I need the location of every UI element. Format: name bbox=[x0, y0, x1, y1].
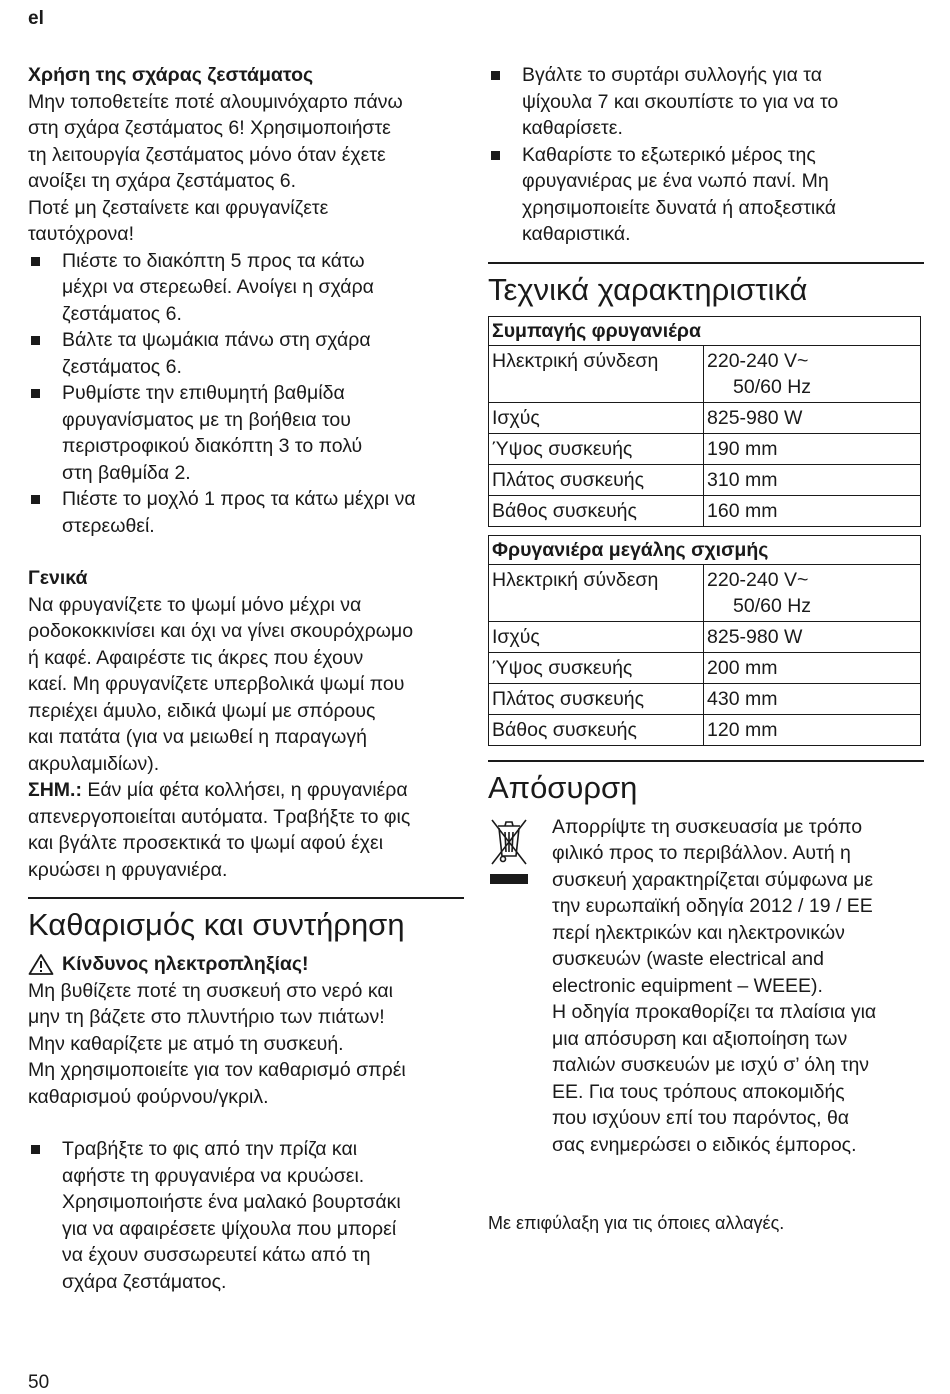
spec-label: Ύψος συσκευής bbox=[489, 433, 704, 464]
cleaning-steps-continued bbox=[488, 62, 924, 248]
text-line: φρυγανιέρας με ένα νωπό πανί. Μη bbox=[522, 170, 829, 192]
warning-title: Κίνδυνος ηλεκτροπληξίας! bbox=[62, 953, 309, 975]
table-row bbox=[489, 495, 921, 526]
language-code: el bbox=[28, 8, 44, 29]
text-line: που ισχύουν επί του παρόντος, θα bbox=[552, 1107, 850, 1129]
text-line: φρυγανίσματος με τη βοήθεια του bbox=[62, 408, 351, 431]
list-item bbox=[28, 248, 464, 328]
table-row bbox=[489, 433, 921, 464]
text-line: τη λειτουργία ζεστάματος μόνο όταν έχετε bbox=[28, 143, 386, 166]
spec-value-line: 50/60 Hz bbox=[733, 594, 812, 617]
table-row bbox=[489, 464, 921, 495]
text-line: και πατάτα (για να μειωθεί η παραγωγή bbox=[28, 726, 367, 748]
text-line: Βγάλτε το συρτάρι συλλογής για τα bbox=[522, 64, 822, 86]
list-item bbox=[28, 1136, 464, 1295]
spec-value: 825-980 W bbox=[704, 402, 921, 433]
spec-value: 200 mm bbox=[704, 652, 921, 683]
text-line: να έχουν συσσωρευτεί κάτω από τη bbox=[62, 1244, 371, 1266]
text-line: καθαριστικά. bbox=[522, 223, 631, 245]
text-line: Μη χρησιμοποιείτε για τον καθαρισμό σπρέι bbox=[28, 1059, 406, 1081]
text-line: αφήστε τη φρυγανιέρα να κρυώσει. bbox=[62, 1164, 365, 1187]
list-item bbox=[488, 142, 924, 248]
disposal-text bbox=[552, 814, 876, 1159]
list-item bbox=[28, 486, 464, 539]
note-label: ΣΗΜ.: bbox=[28, 779, 82, 801]
bullet-square-icon bbox=[31, 1145, 40, 1154]
text-line: καεί. Μη φρυγανίζετε υπερβολικά ψωμί που bbox=[28, 673, 405, 695]
disposal-icon-wrap bbox=[488, 814, 552, 1159]
text-line: ανοίξει τη σχάρα ζεστάματος 6. bbox=[28, 170, 297, 192]
text-line: electronic equipment – WEEE). bbox=[552, 974, 823, 997]
crossed-out-wheelie-bin-icon bbox=[488, 814, 530, 888]
table-heading: Φρυγανιέρα μεγάλης σχισμής bbox=[489, 535, 921, 564]
text-line: για να αφαιρέσετε ψίχουλα που μπορεί bbox=[62, 1217, 397, 1240]
warming-rack-intro bbox=[28, 89, 464, 248]
bullet-square-icon bbox=[31, 336, 40, 345]
page-number: 50 bbox=[28, 1372, 50, 1393]
text-line: Καθαρίστε το εξωτερικό μέρος της bbox=[522, 143, 816, 166]
bullet-square-icon bbox=[31, 495, 40, 504]
table-header-row bbox=[489, 316, 921, 345]
specs-table-compact bbox=[488, 316, 921, 527]
text-line: περιστροφικού διακόπτη 3 το πολύ bbox=[62, 435, 363, 457]
text-line: Πιέστε το διακόπτη 5 προς τα κάτω bbox=[62, 249, 365, 272]
text-line: Μη βυθίζετε ποτέ τη συσκευή στο νερό και bbox=[28, 979, 393, 1002]
text-line: στερεωθεί. bbox=[62, 514, 155, 537]
text-line: Μην καθαρίζετε με ατμό τη συσκευή. bbox=[28, 1032, 344, 1055]
text-line: την ευρωπαϊκή οδηγία 2012 / 19 / ΕΕ bbox=[552, 895, 873, 917]
text-line: Απορρίψτε τη συσκευασία με τρόπο bbox=[552, 815, 863, 838]
text-line: συσκευών (waste electrical and bbox=[552, 948, 824, 970]
spec-label: Πλάτος συσκευής bbox=[489, 464, 704, 495]
table-row bbox=[489, 621, 921, 652]
spec-label: Ύψος συσκευής bbox=[489, 652, 704, 683]
spec-value: 160 mm bbox=[704, 495, 921, 526]
table-row bbox=[489, 345, 921, 402]
text-line: κρυώσει η φρυγανιέρα. bbox=[28, 858, 228, 881]
disposal-title: Απόσυρση bbox=[488, 760, 924, 808]
text-line: Χρησιμοποιήστε ένα μαλακό βουρτσάκι bbox=[62, 1191, 401, 1213]
specs-table-long-slot bbox=[488, 535, 921, 746]
warming-rack-steps bbox=[28, 248, 464, 540]
table-row bbox=[489, 564, 921, 621]
right-column bbox=[488, 62, 924, 1237]
text-line: απενεργοποιείται αυτόματα. Τραβήξτε το φις bbox=[28, 805, 411, 828]
text-line: ζεστάματος 6. bbox=[62, 355, 182, 378]
bullet-square-icon bbox=[491, 71, 500, 80]
text-line: συσκευή χαρακτηρίζεται σύμφωνα με bbox=[552, 868, 874, 891]
text-line: στη βαθμίδα 2. bbox=[62, 461, 191, 484]
spec-label: Ισχύς bbox=[489, 402, 704, 433]
text-line: ή καφέ. Αφαιρέστε τις άκρες που έχουν bbox=[28, 646, 364, 669]
note-text: Εάν μία φέτα κολλήσει, η φρυγανιέρα bbox=[81, 779, 408, 801]
table-header-row bbox=[489, 535, 921, 564]
spec-value bbox=[704, 564, 921, 621]
spec-label: Πλάτος συσκευής bbox=[489, 683, 704, 714]
text-line: περί ηλεκτρικών και ηλεκτρονικών bbox=[552, 921, 845, 944]
list-item bbox=[488, 62, 924, 142]
text-line: Πιέστε το μοχλό 1 προς τα κάτω μέχρι να bbox=[62, 488, 416, 510]
table-row bbox=[489, 402, 921, 433]
spec-value-line: 50/60 Hz bbox=[733, 375, 812, 398]
text-line: περιέχει άμυλο, ειδικά ψωμί με σπόρους bbox=[28, 699, 376, 722]
text-line: ψίχουλα 7 και σκουπίστε το για να το bbox=[522, 90, 839, 113]
spec-label: Βάθος συσκευής bbox=[489, 714, 704, 745]
spec-label: Ηλεκτρική σύνδεση bbox=[489, 345, 704, 402]
text-line: καθαρισμού φούρνου/γκριλ. bbox=[28, 1085, 269, 1108]
spec-value-line: 220-240 V~ bbox=[707, 568, 809, 591]
text-line: μέχρι να στερεωθεί. Ανοίγει η σχάρα bbox=[62, 276, 374, 298]
bullet-square-icon bbox=[31, 389, 40, 398]
spec-value: 310 mm bbox=[704, 464, 921, 495]
text-line: ροδοκοκκινίσει και όχι να γίνει σκουρόχρωμο bbox=[28, 620, 414, 642]
table-row bbox=[489, 714, 921, 745]
text-line: χρησιμοποιείτε δυνατά ή αποξεστικά bbox=[522, 196, 837, 219]
list-item bbox=[28, 380, 464, 486]
text-line: φιλικό προς το περιβάλλον. Αυτή η bbox=[552, 842, 851, 864]
text-line: σχάρα ζεστάματος. bbox=[62, 1270, 227, 1293]
specs-title: Τεχνικά χαρακτηριστικά bbox=[488, 262, 924, 310]
general-heading: Γενικά bbox=[28, 567, 88, 589]
note-line bbox=[28, 777, 464, 804]
general-text bbox=[28, 592, 464, 884]
text-line: σας ενημερώσει ο ειδικός έμπορος. bbox=[552, 1133, 857, 1156]
cleaning-title: Καθαρισμός και συντήρηση bbox=[28, 897, 464, 945]
footnote: Με επιφύλαξη για τις όποιες αλλαγές. bbox=[488, 1213, 785, 1233]
spec-label: Ηλεκτρική σύνδεση bbox=[489, 564, 704, 621]
text-line: ακρυλαμιδίων). bbox=[28, 752, 160, 775]
spec-value: 825-980 W bbox=[704, 621, 921, 652]
spacer bbox=[28, 1110, 464, 1136]
warming-rack-heading: Χρήση της σχάρας ζεστάματος bbox=[28, 64, 314, 86]
bullet-square-icon bbox=[491, 151, 500, 160]
table-row bbox=[489, 683, 921, 714]
text-line: μια απόσυρση και αξιοποίηση των bbox=[552, 1027, 848, 1050]
text-line: Βάλτε τα ψωμάκια πάνω στη σχάρα bbox=[62, 329, 371, 351]
spec-label: Βάθος συσκευής bbox=[489, 495, 704, 526]
text-line: Τραβήξτε το φις από την πρίζα και bbox=[62, 1138, 358, 1160]
text-line: Μην τοποθετείτε ποτέ αλουμινόχαρτο πάνω bbox=[28, 90, 403, 113]
text-line: στη σχάρα ζεστάματος 6! Χρησιμοποιήστε bbox=[28, 117, 391, 139]
list-item bbox=[28, 327, 464, 380]
text-line: ταυτόχρονα! bbox=[28, 223, 135, 245]
left-column bbox=[28, 62, 464, 1295]
disposal-block bbox=[488, 814, 924, 1159]
electric-shock-warning bbox=[28, 951, 464, 978]
table-row bbox=[489, 652, 921, 683]
text-line: και βγάλτε προσεκτικά το ψωμί αφού έχει bbox=[28, 832, 384, 854]
text-line: καθαρίσετε. bbox=[522, 117, 623, 139]
text-line: ΕΕ. Για τους τρόπους αποκομιδής bbox=[552, 1080, 845, 1103]
text-line: Ποτέ μη ζεσταίνετε και φρυγανίζετε bbox=[28, 196, 329, 219]
spacer bbox=[28, 539, 464, 565]
spec-value: 430 mm bbox=[704, 683, 921, 714]
table-heading: Συμπαγής φρυγανιέρα bbox=[489, 316, 921, 345]
spacer bbox=[488, 1158, 924, 1210]
spec-value bbox=[704, 345, 921, 402]
spec-value: 120 mm bbox=[704, 714, 921, 745]
text-line: Η οδηγία προκαθορίζει τα πλαίσια για bbox=[552, 1001, 877, 1023]
text-line: Να φρυγανίζετε το ψωμί μόνο μέχρι να bbox=[28, 593, 362, 616]
warning-triangle-icon bbox=[28, 953, 54, 975]
cleaning-steps bbox=[28, 1136, 464, 1295]
spec-value: 190 mm bbox=[704, 433, 921, 464]
text-line: Ρυθμίστε την επιθυμητή βαθμίδα bbox=[62, 382, 345, 404]
text-line: μην τη βάζετε στο πλυντήριο των πιάτων! bbox=[28, 1006, 385, 1028]
text-line: ζεστάματος 6. bbox=[62, 302, 182, 325]
warning-text bbox=[28, 978, 464, 1111]
bullet-square-icon bbox=[31, 257, 40, 266]
spec-label: Ισχύς bbox=[489, 621, 704, 652]
spec-value-line: 220-240 V~ bbox=[707, 349, 809, 372]
text-line: παλιών συσκευών με ισχύ σ’ όλη την bbox=[552, 1054, 870, 1076]
